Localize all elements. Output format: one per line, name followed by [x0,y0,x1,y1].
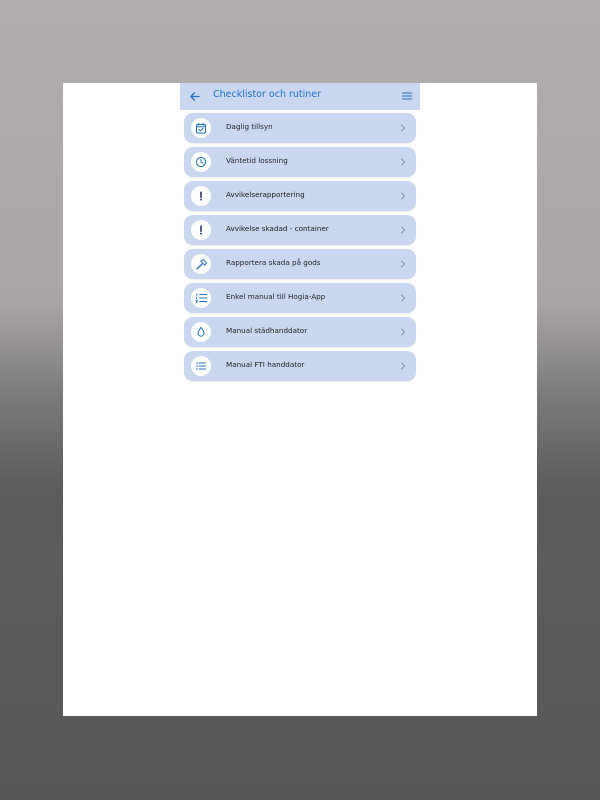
list-item-enkel-manual-hogia[interactable] [184,283,416,313]
list-item-label: Enkel manual till Hogia-App [226,292,326,301]
list-item-label: Avvikelse skadad - container [226,224,329,233]
back-button[interactable] [186,88,202,104]
chevron-right-icon [399,225,407,235]
list-item-label: Manual FTI handdator [226,360,305,369]
app-header [180,83,420,110]
hamburger-menu-icon [402,92,412,100]
exclamation-icon [191,186,211,206]
list-item-manual-stadhanddator[interactable] [184,317,416,347]
list-item-rapportera-skada[interactable] [184,249,416,279]
calendar-check-icon [191,118,211,138]
list-item-label: Manual städhanddator [226,326,308,335]
chevron-right-icon [399,259,407,269]
list-item-label: Väntetid lossning [226,156,288,165]
exclamation-icon [191,220,211,240]
clock-icon [191,152,211,172]
chevron-right-icon [399,361,407,371]
list-item-avvikelse-skadad-container[interactable] [184,215,416,245]
list-item-daglig-tillsyn[interactable] [184,113,416,143]
menu-button[interactable] [400,89,414,103]
water-drop-icon [191,322,211,342]
list-item-avvikelserapportering[interactable] [184,181,416,211]
document-page [63,83,537,716]
list-item-manual-fti-handdator[interactable] [184,351,416,381]
checklist-list [180,110,420,381]
chevron-right-icon [399,191,407,201]
list-item-label: Rapportera skada på gods [226,258,321,267]
chevron-right-icon [399,293,407,303]
list-item-label: Daglig tillsyn [226,122,273,131]
chevron-right-icon [399,327,407,337]
page-title: Checklistor och rutiner [213,89,322,100]
chevron-right-icon [399,157,407,167]
app-screen [180,83,420,381]
arrow-left-icon [189,91,200,102]
chevron-right-icon [399,123,407,133]
list-icon [191,356,211,376]
list-item-vantetid-lossning[interactable] [184,147,416,177]
numbered-list-icon [191,288,211,308]
list-item-label: Avvikelserapportering [226,190,305,199]
hammer-icon [191,254,211,274]
